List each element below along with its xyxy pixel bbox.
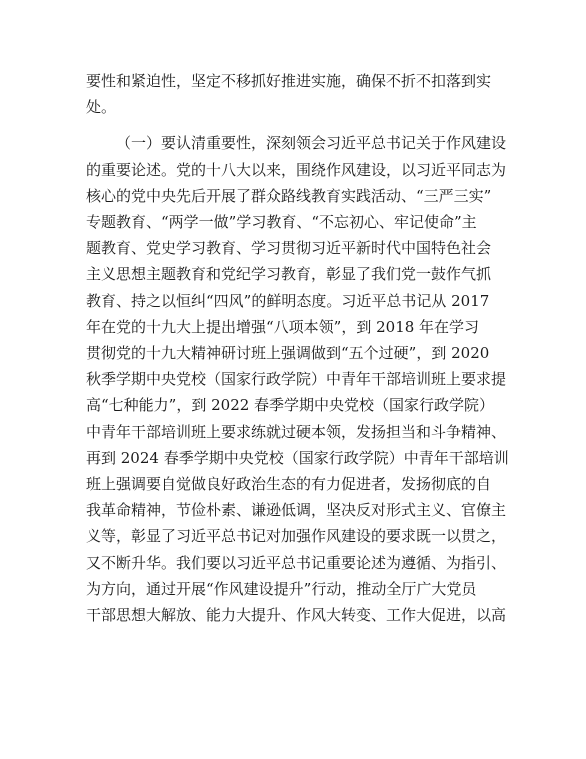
text-line: 秋季学期中央党校（国家行政学院）中青年干部培训班上要求提 xyxy=(86,370,507,389)
paragraph-section-one xyxy=(86,130,509,628)
text-line: 处。 xyxy=(86,98,117,117)
text-line: 我革命精神，节俭朴素、谦逊低调，坚决反对形式主义、官僚主 xyxy=(86,501,507,520)
text-line: 题教育、党史学习教育、学习贯彻习近平新时代中国特色社会 xyxy=(86,239,492,258)
text-line: 核心的党中央先后开展了群众路线教育实践活动、“三严三实” xyxy=(86,186,492,205)
text-line: 中青年干部培训班上要求练就过硬本领，发扬担当和斗争精神、 xyxy=(86,422,507,441)
text-line: 高“七种能力”，到 2022 春季学期中央党校（国家行政学院） xyxy=(86,396,495,415)
text-line: 又不断升华。我们要以习近平总书记重要论述为遵循、为指引、 xyxy=(86,553,507,572)
section-heading-line: （一）要认清重要性，深刻领会习近平总书记关于作风建设 xyxy=(116,134,507,153)
text-line: 专题教育、“两学一做”学习教育、“不忘初心、牢记使命”主 xyxy=(86,213,477,232)
text-line: 干部思想大解放、能力大提升、作风大转变、工作大促进，以高 xyxy=(86,606,507,625)
text-line: 年在党的十九大上提出增强“八项本领”，到 2018 年在学习 xyxy=(86,317,480,336)
document-body xyxy=(86,68,509,628)
text-line: 教育、持之以恒纠“四风”的鲜明态度。习近平总书记从 2017 xyxy=(86,291,490,310)
text-line: 要性和紧迫性，坚定不移抓好推进实施，确保不折不扣落到实 xyxy=(86,72,492,90)
paragraph-continuation xyxy=(86,68,506,120)
text-line: 班上强调要自觉做良好政治生态的有力促进者，发扬彻底的自 xyxy=(86,475,492,494)
text-line: 贯彻党的十九大精神研讨班上强调做到“五个过硬”，到 2020 xyxy=(86,344,490,363)
text-line: 的重要论述。党的十八大以来，围绕作风建设，以习近平同志为 xyxy=(86,160,507,179)
text-line: 义等，彰显了习近平总书记对加强作风建设的要求既一以贯之， xyxy=(86,527,507,546)
text-line: 再到 2024 春季学期中央党校（国家行政学院）中青年干部培训 xyxy=(86,448,509,467)
text-line: 为方向，通过开展“作风建设提升”行动，推动全厅广大党员 xyxy=(86,579,477,598)
text-line: 主义思想主题教育和党纪学习教育，彰显了我们党一鼓作气抓 xyxy=(86,265,492,284)
